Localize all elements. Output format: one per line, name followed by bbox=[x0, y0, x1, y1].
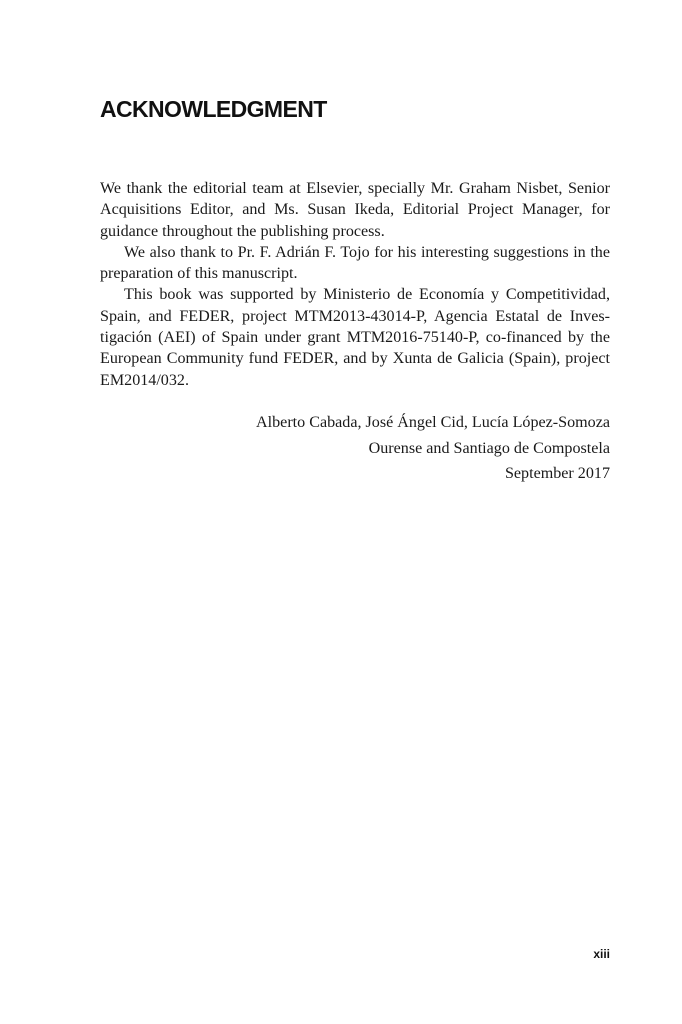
signature-block bbox=[100, 410, 610, 487]
signature-authors: Alberto Cabada, José Ángel Cid, Lucía López-Somoza bbox=[256, 414, 610, 431]
page-number: xiii bbox=[593, 947, 610, 961]
signature-date: September 2017 bbox=[504, 465, 610, 482]
paragraph-funding: This book was supported by Ministerio de Economía y Competitividad, Spain, and FEDER, project MTM2013-43014-P, Agencia Estatal de Investigación (AEI) of Spain under grant MTM2016-75140-P, co-financed by the European Community fund FEDER, and by Xunta de Galicia (Spain), project EM2014/032. bbox=[100, 286, 610, 389]
paragraph-suggestions-thanks: We also thank to Pr. F. Adrián F. Tojo for his interesting suggestions in the preparation of this manuscript. bbox=[100, 243, 610, 283]
signature-place: Ourense and Santiago de Compostela bbox=[368, 439, 610, 457]
acknowledgment-body bbox=[100, 178, 610, 391]
page-heading: ACKNOWLEDGMENT bbox=[100, 96, 327, 122]
paragraph-editorial-thanks: We thank the editorial team at Elsevier, specially Mr. Graham Nisbet, Senior Acquisitions Editor, and Ms. Susan Ikeda, Editorial Project Manager, for guidance throughout the publishing process. bbox=[100, 180, 610, 240]
